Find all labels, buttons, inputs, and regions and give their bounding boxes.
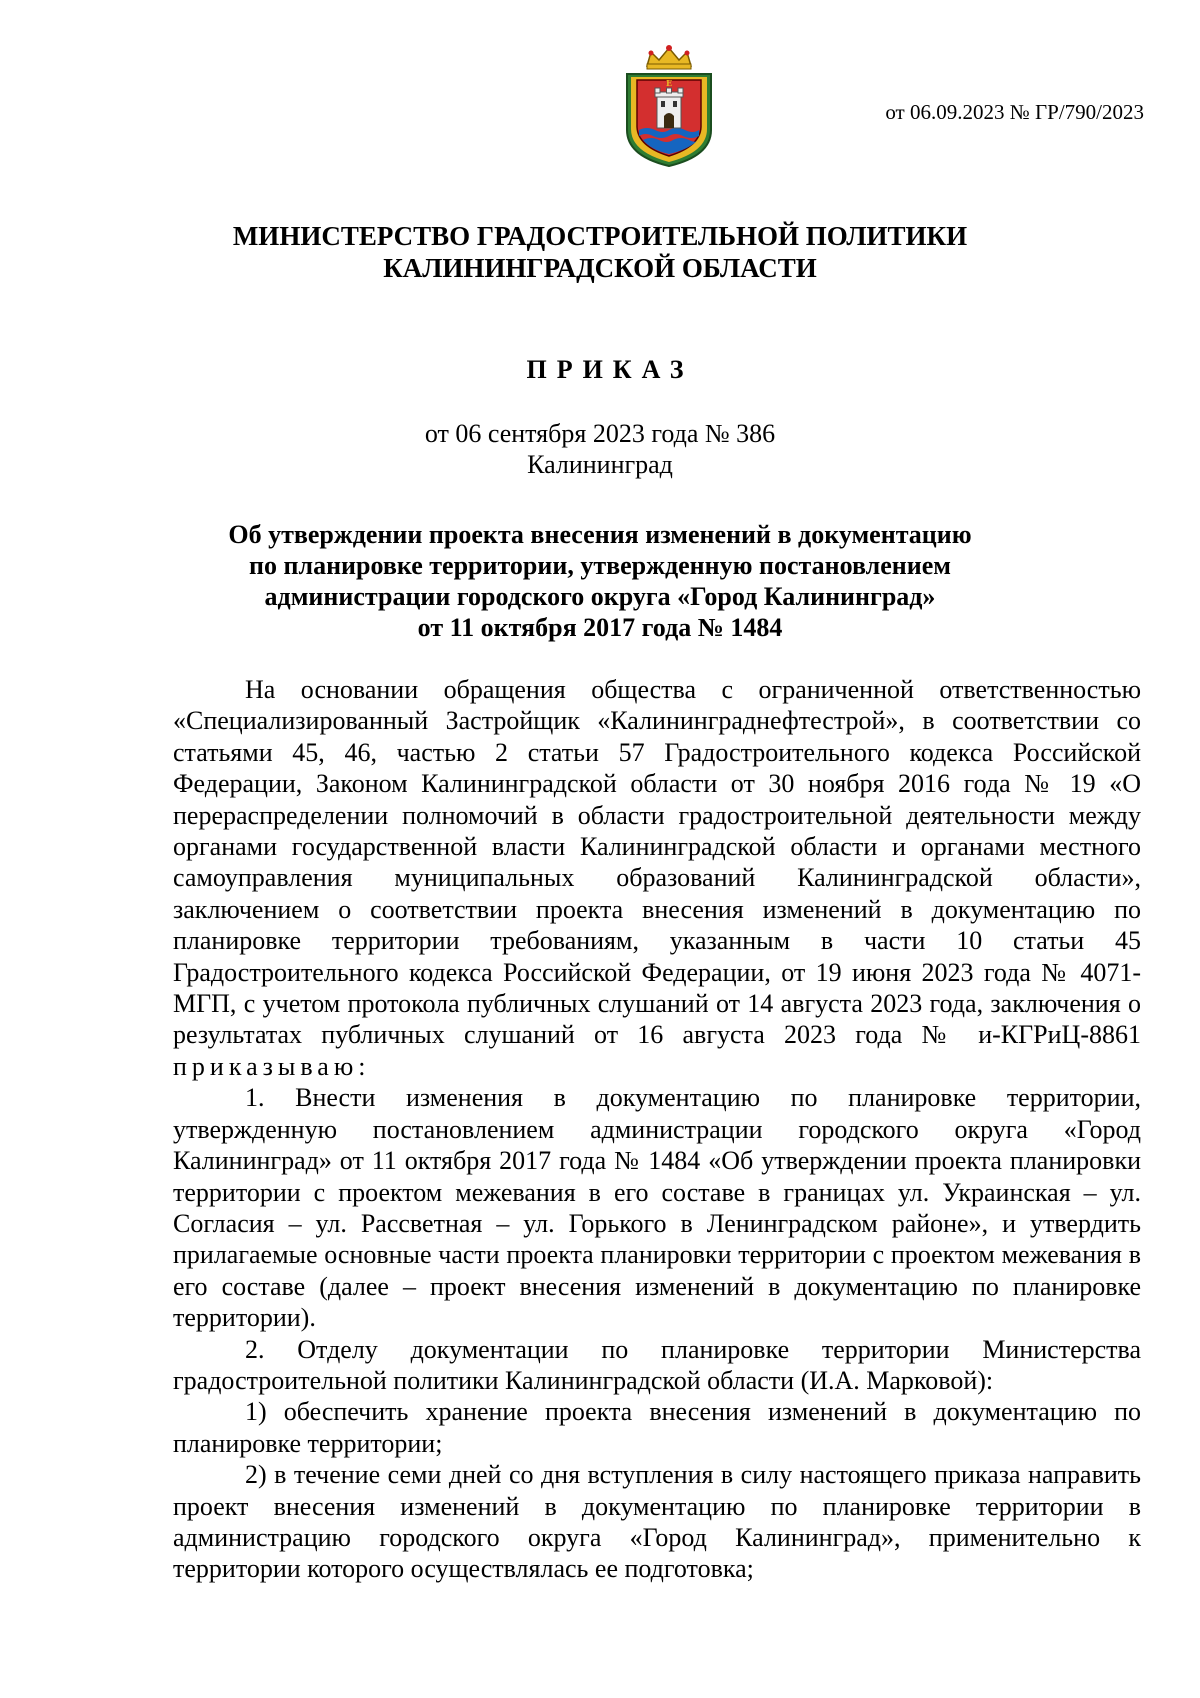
subject-line: по планировке территории, утвержденную постановлением	[249, 551, 951, 580]
subject-line: от 11 октября 2017 года № 1484	[417, 613, 783, 642]
body-paragraph: 2) в течение семи дней со дня вступления в силу настоящего приказа направить проект внесения изменений в документацию по планировке территории в администрацию городского округа «Город Калининград», применительно к территории которого осуществлялась ее подготовка;	[173, 1460, 1141, 1584]
document-body	[173, 674, 1141, 1585]
order-keyword: приказываю:	[173, 1051, 371, 1081]
document-type: ПРИКАЗ	[526, 355, 694, 384]
body-paragraph: 1) обеспечить хранение проекта внесения изменений в документацию по планировке территории;	[173, 1397, 1141, 1458]
svg-text:E: E	[665, 78, 673, 88]
document-subject	[0, 519, 1200, 643]
organization-name-line: КАЛИНИНГРАДСКОЙ ОБЛАСТИ	[383, 253, 817, 283]
body-paragraph-text: На основании обращения общества с ограниченной ответственностью «Специализированный Застройщик «Калининграднефтестрой», в соответствии со статьями 45, 46, частью 2 статьи 57 Градостроительного кодекса Российской Федерации, Законом Калининградской области от 30 ноября 2016 года № 19 «О перераспределении полномочий в области градостроительной деятельности между органами государственной власти Калининградской области и органами местного самоуправления муниципальных образований Калининградской области», заключением о соответствии проекта внесения изменений в документацию по планировке территории требованиям, указанным в части 10 статьи 45 Градостроительного кодекса Российской Федерации, от 19 июня 2023 года № 4071-МГП, с учетом протокола публичных слушаний от 14 августа 2023 года, заключения о результатах публичных слушаний от 16 августа 2023 года № и-КГРиЦ-8861	[173, 675, 1141, 1050]
registration-number: от 06.09.2023 № ГР/790/2023	[885, 100, 1144, 124]
document-date-city	[0, 418, 1200, 480]
body-paragraph: 1. Внести изменения в документацию по планировке территории, утвержденную постановлением администрации городского округа «Город Калининград» от 11 октября 2017 года № 1484 «Об утверждении проекта планировки территории с проектом межевания в его составе в границах ул. Украинская – ул. Согласия – ул. Рассветная – ул. Горького в Ленинградском районе», и утвердить прилагаемые основные части проекта планировки территории с проектом межевания в его составе (далее – проект внесения изменений в документацию по планировке территории).	[173, 1083, 1141, 1333]
organization-name	[0, 220, 1200, 284]
document-city: Калининград	[527, 450, 673, 479]
kaliningrad-coat-of-arms-icon	[617, 44, 721, 170]
subject-line: администрации городского округа «Город Калининград»	[264, 582, 936, 611]
body-paragraph: 2. Отделу документации по планировке территории Министерства градостроительной политики Калининградской области (И.А. Марковой):	[173, 1334, 1141, 1395]
document-date: от 06 сентября 2023 года № 386	[424, 419, 776, 448]
body-paragraph	[173, 674, 1141, 1082]
organization-name-line: МИНИСТЕРСТВО ГРАДОСТРОИТЕЛЬНОЙ ПОЛИТИКИ	[232, 221, 968, 251]
subject-line: Об утверждении проекта внесения изменений в документацию	[228, 520, 972, 549]
